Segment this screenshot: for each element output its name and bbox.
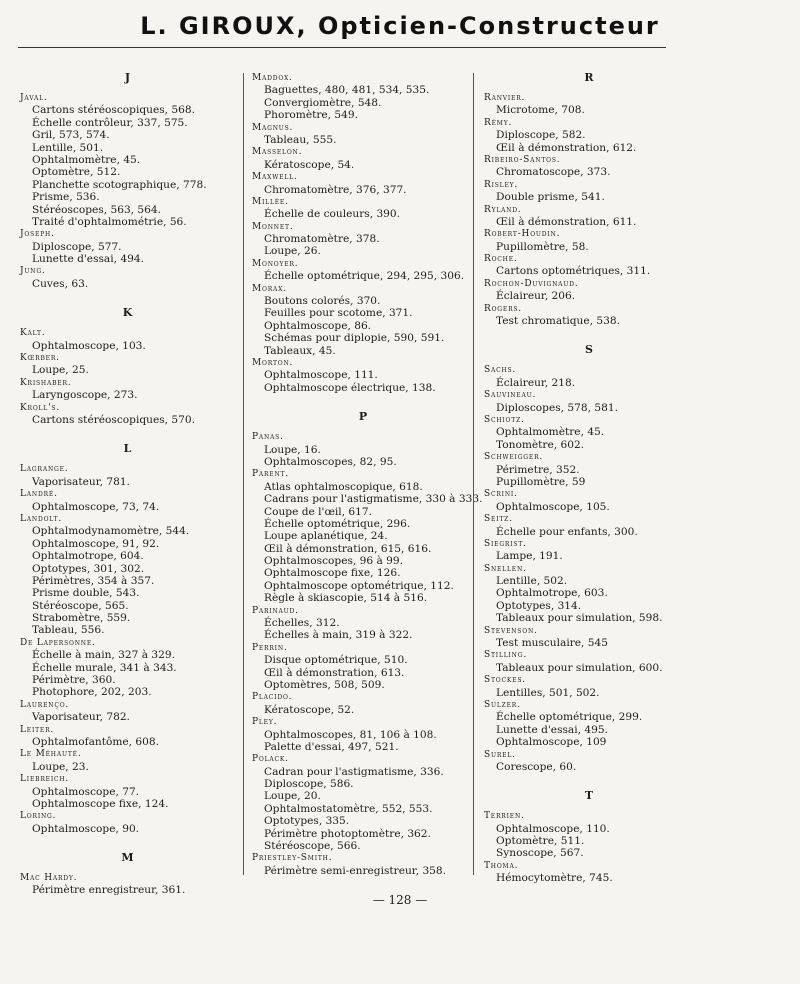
author-name: Robert-Houdin. <box>484 229 561 240</box>
author-name: Pley. <box>252 717 278 728</box>
instrument-entry: Optotypes, 301, 302. <box>32 562 145 575</box>
section-letter: R <box>584 71 594 84</box>
author-name: Seitz. <box>484 514 513 525</box>
instrument-entry: Éclaireur, 206. <box>496 290 576 303</box>
index-section <box>20 852 235 897</box>
instrument-entry: Lunette d'essai, 495. <box>496 723 608 736</box>
author-name: Laurenço. <box>20 699 70 710</box>
instrument-entry: Laryngoscope, 273. <box>32 389 138 402</box>
author-name: Siegrist. <box>484 538 527 549</box>
author-name: Loring. <box>20 811 57 822</box>
instrument-entry: Microtome, 708. <box>496 104 585 117</box>
index-column-2 <box>252 72 483 877</box>
instrument-entry: Optomètre, 511. <box>496 835 585 848</box>
instrument-entry: Échelle optométrique, 294, 295, 306. <box>264 270 465 283</box>
instrument-entry: Photophore, 202, 203. <box>32 686 152 699</box>
instrument-entry: Ophtalmoscope, 90. <box>32 822 140 835</box>
instrument-entry: Kératoscope, 54. <box>264 158 355 171</box>
header-rule <box>18 47 666 48</box>
instrument-entry: Loupe, 16. <box>264 443 321 456</box>
instrument-entry: Optotypes, 314. <box>496 599 582 612</box>
index-column-3 <box>484 72 694 885</box>
instrument-entry: Ophtalmofantôme, 608. <box>32 735 160 748</box>
author-name: Morton. <box>252 357 294 368</box>
author-name: Morax. <box>252 283 287 294</box>
instrument-entry: Échelle optométrique, 299. <box>496 711 643 724</box>
instrument-entry: Diploscopes, 578, 581. <box>496 401 618 414</box>
instrument-entry: Ophtalmoscope, 105. <box>496 500 610 513</box>
instrument-entry: Règle à skiascopie, 514 à 516. <box>264 592 428 605</box>
instrument-entry: Échelles, 312. <box>264 617 340 630</box>
instrument-entry: Atlas ophtalmoscopique, 618. <box>264 480 423 493</box>
instrument-entry: Tableau, 555. <box>264 133 337 146</box>
instrument-entry: Prisme, 536. <box>32 191 100 204</box>
instrument-entry: Périmètre, 360. <box>32 674 116 687</box>
instrument-entry: Ophtalmotrope, 604. <box>32 550 144 563</box>
instrument-entry: Périmètres, 354 à 357. <box>32 574 155 587</box>
section-letter: M <box>121 851 134 865</box>
instrument-entry: Tableaux, 45. <box>264 344 336 357</box>
section-letter: T <box>584 789 594 803</box>
author-name: Landolt. <box>20 513 63 524</box>
instrument-entry: Baguettes, 480, 481, 534, 535. <box>264 84 430 97</box>
instrument-entry: Vaporisateur, 782. <box>32 711 130 724</box>
section-letter: P <box>358 410 368 424</box>
author-name: Monoyer. <box>252 258 299 269</box>
instrument-entry: Lentille, 502. <box>496 575 568 588</box>
instrument-entry: Ophtalmoscope électrique, 138. <box>264 381 436 394</box>
author-name: Stevenson. <box>484 625 538 636</box>
instrument-entry: Cartons optométriques, 311. <box>496 265 651 278</box>
instrument-entry: Ophtalmotrope, 603. <box>496 587 608 600</box>
author-name: Polack. <box>252 754 289 765</box>
instrument-entry: Coupe de l'œil, 617. <box>264 505 373 518</box>
instrument-entry: Œil à démonstration, 613. <box>264 666 405 679</box>
author-name: Le Méhauté. <box>20 749 82 760</box>
instrument-entry: Convergiomètre, 548. <box>264 96 382 109</box>
author-name: Mac Hardy. <box>20 873 78 884</box>
instrument-entry: Diploscope, 582. <box>496 129 586 142</box>
instrument-entry: Diploscope, 577. <box>32 240 122 253</box>
instrument-entry: Kératoscope, 52. <box>264 703 355 716</box>
instrument-entry: Hémocytomètre, 745. <box>496 872 613 885</box>
instrument-entry: Lentilles, 501, 502. <box>496 686 600 699</box>
instrument-entry: Cartons stéréoscopiques, 568. <box>32 104 195 117</box>
index-section <box>484 344 694 773</box>
instrument-entry: Feuilles pour scotome, 371. <box>264 307 413 320</box>
instrument-entry: Loupe, 20. <box>264 790 321 803</box>
author-name: Rémy. <box>484 117 513 128</box>
instrument-entry: Échelle de couleurs, 390. <box>264 208 401 221</box>
instrument-entry: Boutons colorés, 370. <box>264 295 381 308</box>
author-name: Rogers. <box>484 303 522 314</box>
instrument-entry: Lunette d'essai, 494. <box>32 253 144 266</box>
author-name: Thoma. <box>484 860 519 871</box>
instrument-entry: Ophtalmoscope, 73, 74. <box>32 500 160 513</box>
instrument-entry: Périmètre semi-enregistreur, 358. <box>264 864 447 877</box>
instrument-entry: Stéréoscope, 565. <box>32 599 129 612</box>
instrument-entry: Échelle pour enfants, 300. <box>496 525 638 538</box>
instrument-entry: Stéréoscopes, 563, 564. <box>32 203 162 216</box>
column-separator <box>243 73 244 875</box>
author-name: Monnet. <box>252 221 294 232</box>
author-name: Ryland. <box>484 204 522 215</box>
instrument-entry: Œil à démonstration, 615, 616. <box>264 542 432 555</box>
instrument-entry: Gril, 573, 574. <box>32 129 110 142</box>
instrument-entry: Diploscope, 586. <box>264 778 354 791</box>
author-name: Sulzer. <box>484 699 521 710</box>
instrument-entry: Cadran pour l'astigmatisme, 336. <box>264 765 444 778</box>
author-name: Liebreich. <box>20 774 70 785</box>
author-name: Stockes. <box>484 675 526 686</box>
instrument-entry: Prisme double, 543. <box>32 587 140 600</box>
author-name: Sachs. <box>484 365 517 376</box>
author-name: Masselon. <box>252 147 303 158</box>
instrument-entry: Tableaux pour simulation, 600. <box>496 661 663 674</box>
instrument-entry: Loupe, 26. <box>264 245 321 258</box>
index-section <box>252 72 474 394</box>
author-name: Kroll's. <box>20 402 60 413</box>
index-section <box>20 443 235 835</box>
index-section <box>20 72 235 290</box>
instrument-entry: Ophtalmoscope fixe, 126. <box>264 567 401 580</box>
author-name: Parinaud. <box>252 605 299 616</box>
instrument-entry: Cartons stéréoscopiques, 570. <box>32 413 195 426</box>
index-section <box>20 307 235 426</box>
author-name: Placido. <box>252 692 293 703</box>
author-name: Lagrange. <box>20 464 69 475</box>
instrument-entry: Ophtalmoscopes, 82, 95. <box>264 455 397 468</box>
instrument-entry: Ophtalmoscope, 86. <box>264 319 372 332</box>
instrument-entry: Vaporisateur, 781. <box>32 475 130 488</box>
instrument-entry: Ophtalmoscope, 111. <box>264 369 378 382</box>
author-name: Jung. <box>20 266 46 277</box>
author-name: Kœrber. <box>20 353 60 364</box>
author-name: Krishaber. <box>20 377 72 388</box>
instrument-entry: Échelle à main, 327 à 329. <box>32 649 176 662</box>
instrument-entry: Optotypes, 335. <box>264 815 350 828</box>
instrument-entry: Périmètre enregistreur, 361. <box>32 884 186 897</box>
author-name: Priestley-Smith. <box>252 853 333 864</box>
instrument-entry: Échelle contrôleur, 337, 575. <box>32 116 188 129</box>
instrument-entry: Ophtalmoscope, 103. <box>32 339 146 352</box>
instrument-entry: Corescope, 60. <box>496 760 577 773</box>
author-name: Millée. <box>252 196 289 207</box>
index-column-1 <box>20 72 235 897</box>
instrument-entry: Optomètres, 508, 509. <box>264 678 385 691</box>
author-name: Sauvineau. <box>484 390 537 401</box>
instrument-entry: Ophtalmostatomètre, 552, 553. <box>264 802 433 815</box>
instrument-entry: Traité d'ophtalmométrie, 56. <box>32 215 187 228</box>
instrument-entry: Ophtalmoscopes, 96 à 99. <box>264 555 404 568</box>
instrument-entry: Loupe, 23. <box>32 760 89 773</box>
page-header-title: L. GIROUX, Opticien-Constructeur <box>140 12 660 40</box>
instrument-entry: Pupillomètre, 59 <box>496 475 586 488</box>
section-letter: K <box>122 306 133 320</box>
instrument-entry: Pupillomètre, 58. <box>496 240 589 253</box>
instrument-entry: Échelle murale, 341 à 343. <box>32 661 177 674</box>
instrument-entry: Chromatoscope, 373. <box>496 166 611 179</box>
instrument-entry: Échelle optométrique, 296. <box>264 517 411 530</box>
instrument-entry: Ophtalmomètre, 45. <box>32 153 141 166</box>
author-name: Surel. <box>484 749 516 760</box>
author-name: Scrini. <box>484 489 518 500</box>
instrument-entry: Ophtalmoscopes, 81, 106 à 108. <box>264 728 437 741</box>
author-name: Javal. <box>20 93 48 103</box>
author-name: Roche. <box>484 254 518 265</box>
instrument-entry: Double prisme, 541. <box>496 191 605 204</box>
instrument-entry: Loupe, 25. <box>32 364 89 377</box>
author-name: De Lapersonne. <box>20 637 96 648</box>
instrument-entry: Ophtalmoscope, 110. <box>496 822 610 835</box>
instrument-entry: Ophtalmomètre, 45. <box>496 426 605 439</box>
instrument-entry: Ophtalmoscope fixe, 124. <box>32 797 169 810</box>
author-name: Magnus. <box>252 122 294 133</box>
instrument-entry: Lentille, 501. <box>32 141 104 154</box>
author-name: Maddox. <box>252 73 293 83</box>
instrument-entry: Schémas pour diplopie, 590, 591. <box>264 332 445 345</box>
index-section <box>484 72 694 327</box>
instrument-entry: Périmetre, 352. <box>496 463 580 476</box>
instrument-entry: Éclaireur, 218. <box>496 376 576 389</box>
instrument-entry: Cuves, 63. <box>32 277 89 290</box>
instrument-entry: Stéréoscope, 566. <box>264 840 361 853</box>
instrument-entry: Disque optométrique, 510. <box>264 654 408 667</box>
author-name: Landré. <box>20 489 58 500</box>
author-name: Ribeiro-Santos. <box>484 154 561 165</box>
instrument-entry: Périmètre photoptomètre, 362. <box>264 827 431 840</box>
instrument-entry: Chromatomètre, 378. <box>264 233 380 246</box>
author-name: Schweigger. <box>484 452 544 463</box>
instrument-entry: Tonomètre, 602. <box>496 438 585 451</box>
section-letter: J <box>124 71 131 84</box>
author-name: Risley. <box>484 179 519 190</box>
author-name: Stilling. <box>484 650 527 661</box>
author-name: Snellen. <box>484 563 527 574</box>
instrument-entry: Planchette scotographique, 778. <box>32 178 207 191</box>
author-name: Leiter. <box>20 724 55 735</box>
author-name: Ranvier. <box>484 93 526 103</box>
instrument-entry: Ophtalmoscope, 109 <box>496 736 607 749</box>
instrument-entry: Œil à démonstration, 612. <box>496 141 637 154</box>
instrument-entry: Optomètre, 512. <box>32 166 121 179</box>
instrument-entry: Synoscope, 567. <box>496 847 584 860</box>
section-letter: S <box>585 343 593 357</box>
index-section <box>252 410 483 877</box>
instrument-entry: Ophtalmoscope optométrique, 112. <box>264 579 454 592</box>
instrument-entry: Test musculaire, 545 <box>496 637 609 650</box>
instrument-entry: Loupe aplanétique, 24. <box>264 530 388 543</box>
instrument-entry: Ophtalmodynamomètre, 544. <box>32 525 190 538</box>
instrument-entry: Tableau, 556. <box>32 624 105 637</box>
instrument-entry: Échelles à main, 319 à 322. <box>264 629 413 642</box>
instrument-entry: Tableaux pour simulation, 598. <box>496 612 663 625</box>
page-number: — 128 — <box>372 893 428 907</box>
author-name: Panas. <box>252 432 284 443</box>
instrument-entry: Cadrans pour l'astigmatisme, 330 à 333. <box>264 493 483 506</box>
instrument-entry: Ophtalmoscope, 91, 92. <box>32 537 160 550</box>
author-name: Terrien. <box>484 811 525 822</box>
instrument-entry: Palette d'essai, 497, 521. <box>264 740 399 753</box>
column-separator <box>473 73 474 875</box>
section-letter: L <box>123 442 132 456</box>
instrument-entry: Lampe, 191. <box>496 550 563 563</box>
instrument-entry: Test chromatique, 538. <box>496 315 620 328</box>
index-section <box>484 790 694 884</box>
author-name: Parent. <box>252 469 289 480</box>
author-name: Kalt. <box>20 328 46 339</box>
author-name: Maxwell. <box>252 172 298 183</box>
author-name: Schiotz. <box>484 414 525 425</box>
instrument-entry: Strabomètre, 559. <box>32 612 131 625</box>
instrument-entry: Chromatomètre, 376, 377. <box>264 183 407 196</box>
instrument-entry: Ophtalmoscope, 77. <box>32 785 140 798</box>
author-name: Perrin. <box>252 642 288 653</box>
author-name: Joseph. <box>20 229 55 240</box>
author-name: Rochon-Duvignaud. <box>484 278 579 289</box>
instrument-entry: Phoromètre, 549. <box>264 109 358 122</box>
instrument-entry: Œil à démonstration, 611. <box>496 215 637 228</box>
